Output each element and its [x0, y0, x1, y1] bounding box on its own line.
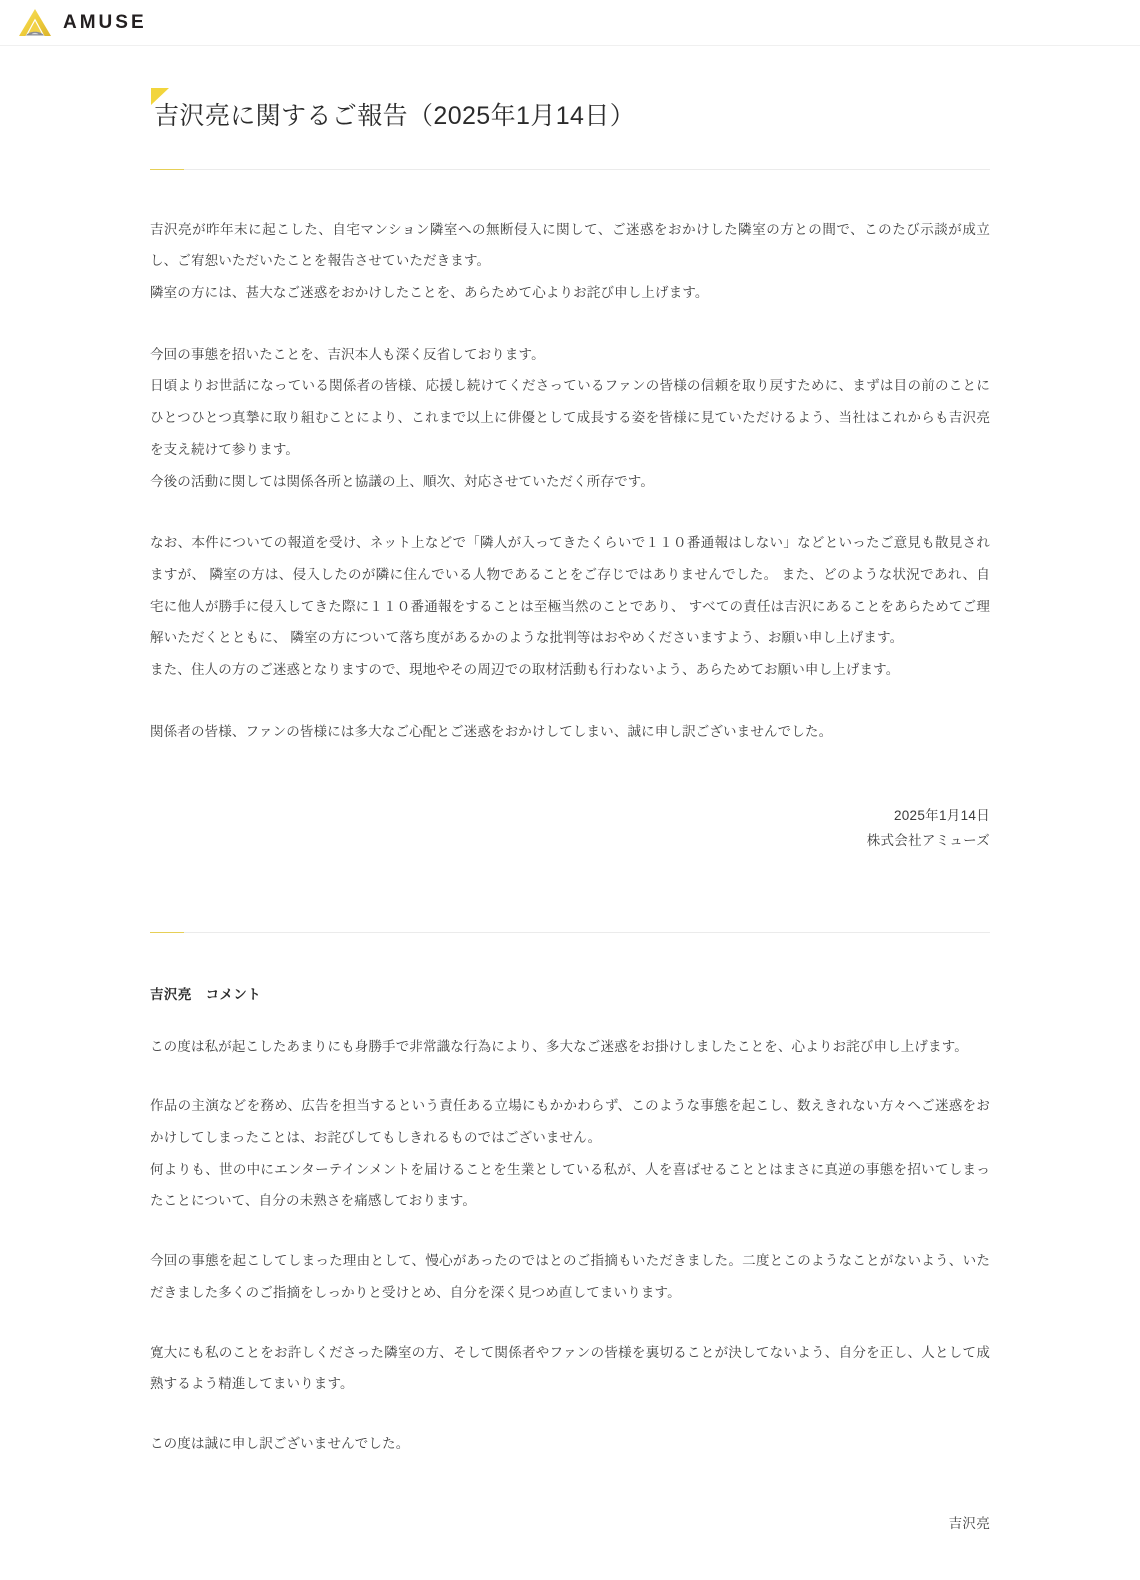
comment-signature: 吉沢亮: [948, 1515, 990, 1531]
paragraph-line: 日頃よりお世話になっている関係者の皆様、応援し続けてくださっているファンの皆様の信頼を取り戻すために、まずは目の前のことにひとつひとつ真摯に取り組むことにより、これまで以上に俳優として成長する姿を皆様に見ていただけるよう、当社はこれからも吉沢亮を支え続けて参ります。: [150, 378, 990, 457]
brand-logo-link[interactable]: [18, 8, 147, 38]
title-divider: [150, 169, 990, 170]
comment-body: [150, 1031, 990, 1460]
site-header: [0, 0, 1140, 46]
paragraph-line: この度は私が起こしたあまりにも身勝手で非常識な行為により、多大なご迷惑をお掛けしましたことを、心よりお詫び申し上げます。: [150, 1038, 968, 1054]
paragraph-block: [150, 716, 990, 748]
paragraph-line: 隣室の方には、甚大なご迷惑をおかけしたことを、あらためて心よりお詫び申し上げます。: [150, 284, 709, 300]
page-title: [150, 86, 990, 136]
paragraph-block: [150, 1337, 990, 1400]
paragraph-block: [150, 1428, 990, 1460]
comment-section-heading: 吉沢亮 コメント: [150, 986, 262, 1002]
brand-name: AMUSE: [63, 12, 147, 33]
paragraph-line: 寛大にも私のことをお許しくださった隣室の方、そして関係者やファンの皆様を裏切ることが決してないよう、自分を正し、人として成熟するよう精進してまいります。: [150, 1344, 990, 1392]
paragraph-block: [150, 1090, 990, 1217]
paragraph-line: 関係者の皆様、ファンの皆様には多大なご心配とご迷惑をおかけしてしまい、誠に申し訳ございませんでした。: [150, 723, 833, 739]
announcement-body: [150, 214, 990, 748]
article-container: [150, 46, 990, 1532]
paragraph-block: [150, 1245, 990, 1308]
paragraph-line: 今回の事態を招いたことを、吉沢本人も深く反省しております。: [150, 346, 545, 362]
amuse-triangle-logo-icon: [18, 8, 52, 38]
paragraph-block: [150, 339, 990, 498]
paragraph-line: 吉沢亮が昨年末に起こした、自宅マンション隣室への無断侵入に関して、ご迷惑をおかけした隣室の方との間で、このたび示談が成立し、ご宥恕いただいたことを報告させていただきます。: [150, 221, 990, 269]
company-signoff: [150, 804, 990, 854]
signoff-date: 2025年1月14日: [893, 807, 990, 823]
paragraph-block: [150, 1031, 990, 1063]
paragraph-line: 今後の活動に関しては関係各所と協議の上、順次、対応させていただく所存です。: [150, 473, 654, 489]
paragraph-line: 何よりも、世の中にエンターテインメントを届けることを生業としている私が、人を喜ばせることとはまさに真逆の事態を招いてしまったことについて、自分の未熟さを痛感しております。: [150, 1161, 990, 1209]
paragraph-block: [150, 527, 990, 686]
page-body: [0, 46, 1140, 1580]
section-spacer: [150, 854, 990, 899]
page-title-text: 吉沢亮に関するご報告（2025年1月14日）: [154, 102, 636, 130]
paragraph-line: また、住人の方のご迷惑となりますので、現地やその周辺での取材活動も行わないよう、あらためてお願い申し上げます。: [150, 662, 900, 678]
paragraph-line: なお、本件についての報道を受け、ネット上などで「隣人が入ってきたくらいで１１０番通報はしない」などといったご意見も散見されますが、 隣室の方は、侵入したのが隣に住んでいる人物であることをご存じではありませんでした。 また、どのような状況であれ、自宅に他人が勝手に侵入してきた際に１１０番通報をすることは至極当然のことであり、 すべての責任は吉沢にあることをあらためてご理解いただくとともに、 隣室の方について落ち度があるかのような批判等はおやめくださいますよう、お願い申し上げます。: [150, 535, 990, 646]
signoff-company: 株式会社アミューズ: [866, 832, 990, 848]
paragraph-line: 作品の主演などを務め、広告を担当するという責任ある立場にもかかわらず、このような事態を起こし、数えきれない方々へご迷惑をおかけしてしまったことは、お詫びしてもしきれるものではございません。: [150, 1098, 990, 1145]
paragraph-line: 今回の事態を起こしてしまった理由として、慢心があったのではとのご指摘もいただきました。二度とこのようなことがないよう、いただきました多くのご指摘をしっかりと受けとめ、自分を深く見つめ直してまいります。: [150, 1253, 990, 1300]
paragraph-line: この度は誠に申し訳ございませんでした。: [150, 1435, 410, 1451]
paragraph-block: [150, 214, 990, 309]
comment-divider: [150, 932, 990, 933]
